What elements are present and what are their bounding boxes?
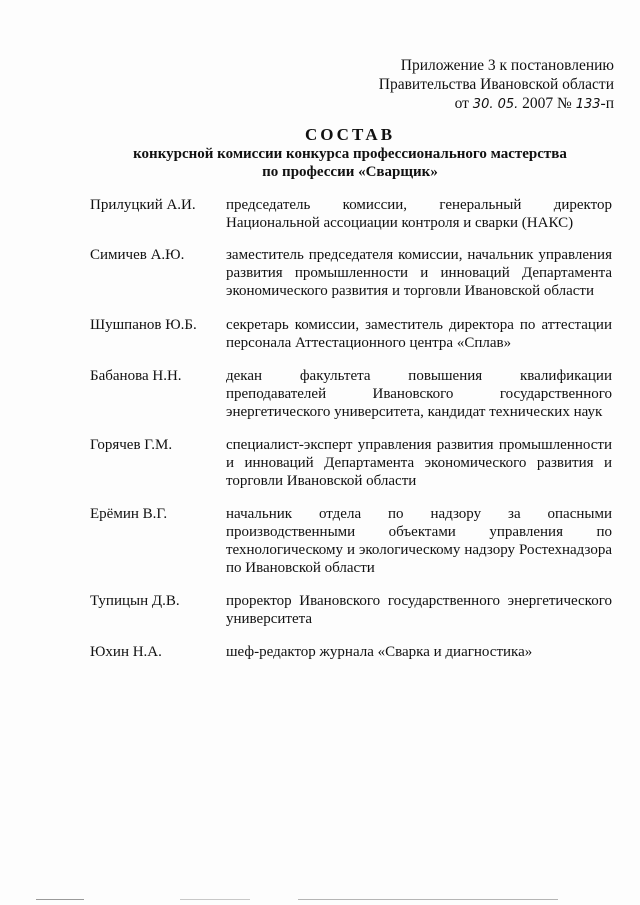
member-row: [90, 643, 612, 661]
scan-artifact: [180, 899, 250, 900]
member-row: [90, 246, 612, 300]
member-role: специалист-эксперт управления развития промышленности и инноваций Департамента экономического развития и торговли Ивановской области: [226, 437, 612, 489]
document-title: [0, 125, 640, 181]
year-and-number-sign: 2007 №: [522, 95, 572, 112]
member-role: заместитель председателя комиссии, начальник управления развития промышленности и инноваций Департамента экономического развития и торговли Ивановской области: [226, 247, 612, 299]
member-name: Юхин Н.А.: [90, 644, 162, 660]
handwritten-number: 133: [575, 97, 601, 112]
appendix-line-2: Правительства Ивановской области: [378, 76, 614, 93]
appendix-line-1: Приложение 3 к постановлению: [400, 57, 614, 74]
handwritten-date: 30. 05.: [472, 97, 519, 112]
member-row: [90, 316, 612, 352]
member-name: Бабанова Н.Н.: [90, 368, 182, 384]
date-prefix: от: [454, 95, 469, 112]
member-name: Прилуцкий А.И.: [90, 197, 196, 213]
member-name: Симичев А.Ю.: [90, 247, 185, 263]
member-name: Тупицын Д.В.: [90, 593, 180, 609]
appendix-date-line: [314, 94, 614, 114]
member-role: председатель комиссии, генеральный директор Национальной ассоциации контроля и сварки (НАКС): [226, 197, 612, 231]
title-subtitle-2: по профессии «Сварщик»: [262, 164, 438, 180]
member-row: [90, 367, 612, 421]
member-role: начальник отдела по надзору за опасными производственными объектами управления по технологическому и экологическому надзору Ростехнадзора по Ивановской области: [226, 506, 612, 576]
member-row: [90, 196, 612, 232]
member-role: декан факультета повышения квалификации преподавателей Ивановского государственного энергетического университета, кандидат технических наук: [226, 368, 612, 420]
member-row: [90, 436, 612, 490]
scan-artifact: [36, 899, 84, 900]
member-name: Ерёмин В.Г.: [90, 506, 168, 522]
member-role: шеф-редактор журнала «Сварка и диагностика»: [226, 644, 533, 660]
member-row: [90, 505, 612, 577]
appendix-header: [314, 56, 614, 114]
member-name: Шушпанов Ю.Б.: [90, 317, 197, 333]
scan-artifact: [298, 899, 558, 900]
title-main: СОСТАВ: [304, 125, 396, 144]
member-name: Горячев Г.М.: [90, 437, 173, 453]
title-subtitle-1: конкурсной комиссии конкурса профессионального мастерства: [133, 146, 567, 162]
member-role: секретарь комиссии, заместитель директора по аттестации персонала Аттестационного центра «Сплав»: [226, 317, 612, 351]
member-role: проректор Ивановского государственного энергетического университета: [226, 593, 612, 627]
commission-members-list: [90, 196, 612, 661]
number-suffix: -п: [600, 95, 614, 112]
member-row: [90, 592, 612, 628]
